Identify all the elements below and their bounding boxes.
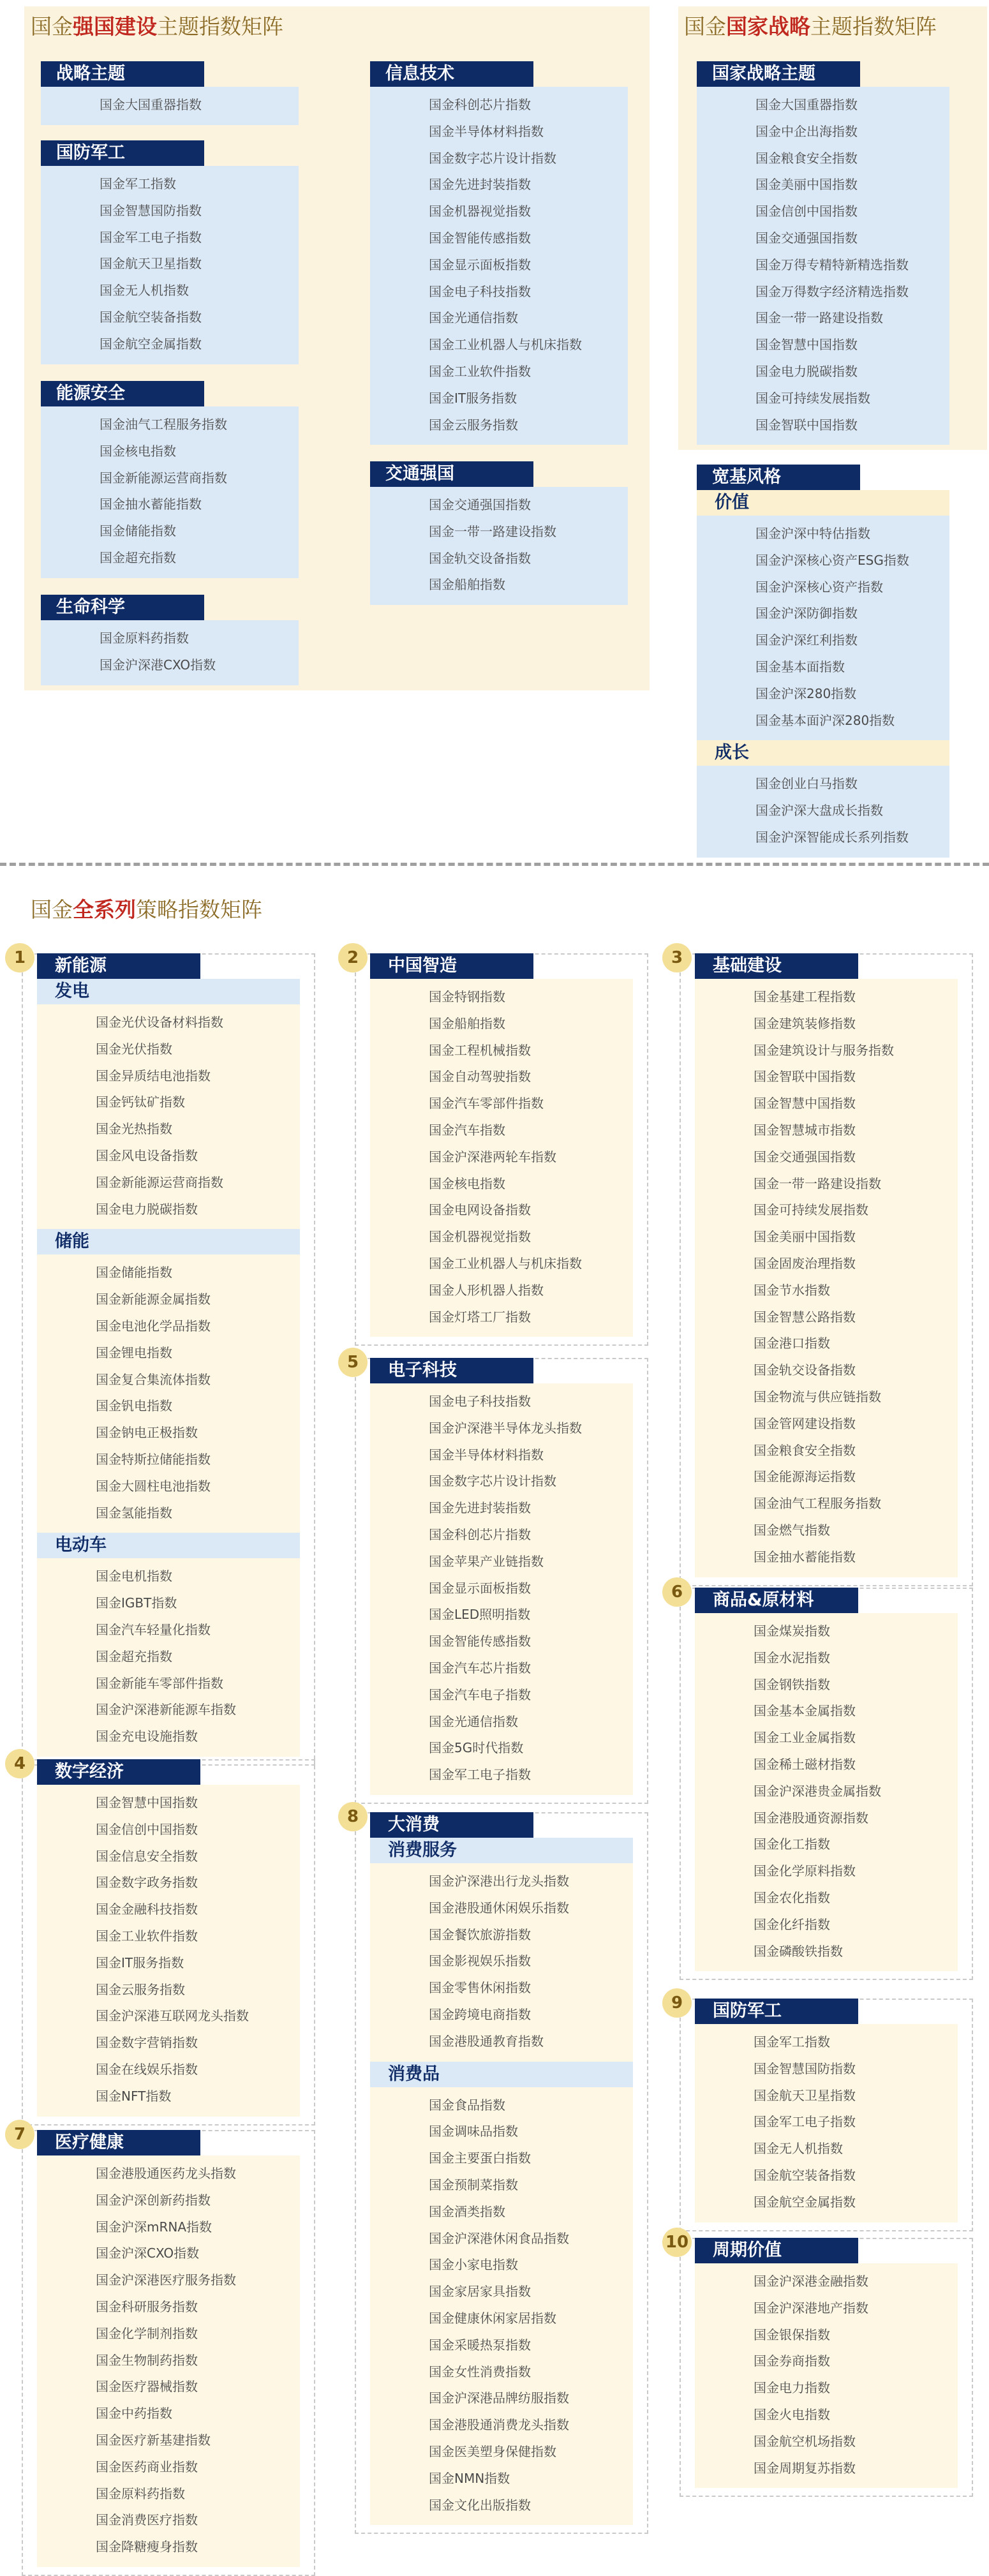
badge-4: 4 [5,1749,34,1778]
index-item: 国金沪深港医疗服务指数 [96,2272,236,2288]
index-item: 国金无人机指数 [754,2141,843,2157]
index-list [370,87,628,445]
index-item: 国金沪深CXO指数 [96,2245,200,2261]
index-item: 国金轨交设备指数 [429,550,531,566]
index-item: 国金可持续发展指数 [754,1202,868,1218]
index-item: 国金NMN指数 [429,2470,510,2486]
index-list [41,166,299,364]
badge-2: 2 [338,943,368,972]
index-item: 国金稀土磁材指数 [754,1756,856,1772]
index-item: 国金粮食安全指数 [755,150,858,166]
index-item: 国金先进封装指数 [429,177,531,193]
index-item: 国金周期复苏指数 [754,2460,856,2476]
index-item: 国金一带一路建设指数 [755,310,883,326]
index-item: 国金半导体材料指数 [429,1447,544,1463]
badge-3: 3 [662,943,692,972]
index-item: 国金大圆柱电池指数 [96,1478,211,1494]
index-item: 国金电子科技指数 [429,1394,531,1409]
index-item: 国金基本金属指数 [754,1703,856,1719]
index-list [370,979,633,1337]
index-item: 国金沪深核心资产ESG指数 [755,552,909,568]
index-item: 国金航空装备指数 [754,2167,856,2183]
index-item: 国金影视娱乐指数 [429,1953,531,1969]
index-item: 国金煤炭指数 [754,1623,830,1639]
index-item: 国金沪深港品牌纺服指数 [429,2390,569,2406]
index-item: 国金医药商业指数 [96,2459,198,2475]
index-item: 国金交通强国指数 [754,1149,856,1165]
index-list [370,1863,633,2062]
index-item: 国金智能传感指数 [429,230,531,246]
index-item: 国金电力脱碳指数 [96,1201,198,1217]
index-item: 国金建筑装修指数 [754,1015,856,1031]
index-item: 国金万得专精特新精选指数 [755,257,909,272]
index-item: 国金军工电子指数 [429,1767,531,1783]
index-list [370,1383,633,1795]
index-item: 国金中企出海指数 [755,123,858,139]
index-item: 国金工程机械指数 [429,1042,531,1058]
index-item: 国金金融科技指数 [96,1902,198,1917]
index-item: 国金智慧中国指数 [755,337,858,353]
index-item: 国金美丽中国指数 [755,177,858,193]
index-item: 国金航空金属指数 [754,2194,856,2210]
index-item: 国金大国重器指数 [755,97,858,112]
index-list [37,2155,300,2567]
subgroup-header: 储能 [37,1229,300,1254]
index-item: 国金灯塔工厂指数 [429,1309,531,1325]
index-item: 国金小家电指数 [429,2257,518,2273]
index-item: 国金工业软件指数 [429,363,531,379]
index-item: 国金调味品指数 [429,2124,518,2140]
index-item: 国金原料药指数 [96,2485,185,2501]
index-item: 国金超充指数 [96,1648,172,1664]
index-item: 国金在线娱乐指数 [96,2061,198,2077]
index-item: 国金沪深港金融指数 [754,2274,868,2289]
index-list [370,2087,633,2526]
index-item: 国金沪深港休闲食品指数 [429,2230,569,2246]
index-item: 国金科研服务指数 [96,2298,198,2314]
index-item: 国金万得数字经济精选指数 [755,283,909,299]
badge-1: 1 [5,943,34,972]
group-header: 信息技术 [370,61,533,87]
index-item: 国金工业机器人与机床指数 [429,337,582,353]
index-item: 国金可持续发展指数 [755,390,870,406]
index-item: 国金苹果产业链指数 [429,1553,544,1569]
index-item: 国金油气工程服务指数 [100,417,227,432]
index-item: 国金主要蛋白指数 [429,2150,531,2166]
index-list [37,1004,300,1229]
index-item: 国金光通信指数 [429,1713,518,1729]
index-item: 国金银保指数 [754,2327,830,2342]
index-item: 国金智慧中国指数 [96,1795,198,1810]
index-item: 国金医疗器械指数 [96,2379,198,2395]
index-item: 国金沪深红利指数 [755,632,858,648]
index-item: 国金采暖热泵指数 [429,2337,531,2353]
index-item: 国金信创中国指数 [96,1821,198,1837]
index-item: 国金沪深港两轮车指数 [429,1149,556,1165]
index-item: 国金光热指数 [96,1121,172,1137]
index-item: 国金港股通消费龙头指数 [429,2417,569,2433]
index-item: 国金零售休闲指数 [429,1980,531,1996]
index-list [41,620,299,685]
strategy-header: 基础建设 [695,953,858,979]
index-list [695,979,958,1577]
index-item: 国金沪深港互联网龙头指数 [96,2008,249,2024]
index-item: 国金券商指数 [754,2353,830,2369]
index-item: 国金固废治理指数 [754,1255,856,1271]
subgroup-header: 电动车 [37,1533,300,1558]
strategy-box-infrastructure [680,953,973,1586]
index-item: 国金女性消费指数 [429,2364,531,2379]
index-item: 国金信息安全指数 [96,1848,198,1864]
index-item: 国金沪深280指数 [755,685,857,701]
index-item: 国金无人机指数 [100,283,189,299]
index-item: 国金油气工程服务指数 [754,1496,881,1512]
index-item: 国金数字营销指数 [96,2035,198,2051]
index-item: 国金抽水蓄能指数 [100,496,202,512]
index-item: 国金自动驾驶指数 [429,1069,531,1085]
index-item: 国金5G时代指数 [429,1740,524,1756]
group-broad-style [697,465,949,858]
index-item: 国金农化指数 [754,1889,830,1905]
strategy-header: 商品&原材料 [695,1588,858,1613]
strategy-box-cycle-value [680,2238,973,2497]
index-item: 国金钙钛矿指数 [96,1094,185,1110]
index-item: 国金沪深港地产指数 [754,2300,868,2316]
index-list [697,766,949,857]
index-item: 国金异质结电池指数 [96,1068,211,1083]
index-item: 国金中药指数 [96,2406,172,2422]
index-list [695,1613,958,1971]
index-item: 国金IGBT指数 [96,1595,177,1611]
index-item: 国金智慧中国指数 [754,1096,856,1112]
index-item: 国金港股通医药龙头指数 [96,2166,236,2181]
strategy-box-defense [680,1999,973,2231]
subgroup-header: 成长 [697,740,949,766]
index-list [37,1254,300,1533]
index-item: 国金创业白马指数 [755,776,858,792]
index-item: 国金航空装备指数 [100,309,202,325]
index-item: 国金医疗新基建指数 [96,2432,211,2448]
index-item: 国金特斯拉储能指数 [96,1451,211,1467]
index-item: 国金智慧公路指数 [754,1309,856,1325]
index-item: 国金显示面板指数 [429,1580,531,1596]
index-item: 国金智慧城市指数 [754,1122,856,1138]
index-item: 国金燃气指数 [754,1522,830,1538]
index-item: 国金电力指数 [754,2380,830,2396]
index-item: 国金化学原料指数 [754,1863,856,1879]
badge-6: 6 [662,1577,692,1607]
badge-10: 10 [662,2228,692,2257]
index-item: 国金健康休闲家居指数 [429,2310,556,2326]
index-item: 国金先进封装指数 [429,1500,531,1516]
index-item: 国金大国重器指数 [100,97,202,112]
index-item: 国金港口指数 [754,1336,830,1351]
index-item: 国金新能源运营商指数 [100,470,227,486]
group-strategic-theme [41,61,299,125]
index-item: 国金IT服务指数 [96,1954,184,1970]
index-item: 国金原料药指数 [100,630,189,646]
index-item: 国金光伏设备材料指数 [96,1015,223,1030]
group-transport-power [370,461,628,605]
index-item: 国金船舶指数 [429,577,505,593]
index-item: 国金核电指数 [429,1175,505,1191]
index-item: 国金钠电正极指数 [96,1425,198,1441]
subgroup-header: 消费服务 [370,1838,633,1863]
index-item: 国金沪深港CXO指数 [100,657,216,673]
index-item: 国金基本面沪深280指数 [755,712,895,728]
strategy-header: 医疗健康 [37,2130,200,2155]
index-item: 国金人形机器人指数 [429,1282,544,1298]
index-item: 国金储能指数 [96,1265,172,1281]
index-item: 国金云服务指数 [96,1981,185,1997]
index-item: 国金火电指数 [754,2406,830,2422]
index-item: 国金预制菜指数 [429,2177,518,2193]
index-item: 国金航天卫星指数 [754,2087,856,2103]
strategy-box-digital-economy [22,1759,315,2126]
badge-5: 5 [338,1348,368,1377]
index-list [41,406,299,578]
strategy-box-new-energy [22,953,315,1766]
section-divider [0,863,989,866]
index-item: 国金消费医疗指数 [96,2512,198,2528]
index-item: 国金电子科技指数 [429,283,531,299]
index-item: 国金家居家具指数 [429,2284,531,2300]
index-item: 国金光伏指数 [96,1041,172,1057]
index-item: 国金沪深创新药指数 [96,2192,211,2208]
index-item: 国金工业金属指数 [754,1730,856,1746]
index-item: 国金节水指数 [754,1282,830,1298]
index-item: 国金智联中国指数 [755,417,858,433]
index-item: 国金港股通资源指数 [754,1810,868,1826]
index-list [37,1558,300,1757]
index-item: 国金基建工程指数 [754,989,856,1004]
index-item: 国金智联中国指数 [754,1069,856,1085]
index-item: 国金交通强国指数 [429,497,531,512]
strategy-header: 电子科技 [370,1358,533,1383]
index-list [697,87,949,445]
index-item: 国金锂电指数 [96,1344,172,1360]
index-item: 国金钢铁指数 [754,1676,830,1692]
index-item: 国金沪深大盘成长指数 [755,803,883,819]
index-item: 国金机器视觉指数 [429,204,531,220]
index-item: 国金IT服务指数 [429,390,517,406]
index-item: 国金沪深港贵金属指数 [754,1783,881,1799]
index-item: 国金LED照明指数 [429,1607,531,1623]
strategy-box-healthcare [22,2130,315,2576]
index-item: 国金云服务指数 [429,417,518,433]
index-item: 国金沪深防御指数 [755,606,858,622]
index-item: 国金电网设备指数 [429,1202,531,1218]
index-item: 国金军工电子指数 [100,229,202,245]
index-item: 国金军工指数 [754,2034,830,2050]
index-item: 国金电池化学品指数 [96,1318,211,1334]
index-item: 国金一带一路建设指数 [754,1175,881,1191]
index-item: 国金酒类指数 [429,2203,505,2219]
index-item: 国金跨境电商指数 [429,2006,531,2022]
index-item: 国金轨交设备指数 [754,1362,856,1378]
index-item: 国金化纤指数 [754,1916,830,1932]
strategy-header: 中国智造 [370,953,533,979]
strategy-header: 新能源 [37,953,200,979]
index-item: 国金磷酸铁指数 [754,1943,843,1959]
index-item: 国金航空金属指数 [100,336,202,352]
index-item: 国金汽车电子指数 [429,1686,531,1702]
index-item: 国金抽水蓄能指数 [754,1549,856,1565]
index-item: 国金超充指数 [100,549,176,565]
index-list [695,2263,958,2488]
index-item: 国金物流与供应链指数 [754,1389,881,1404]
strategy-box-consumption [355,1812,648,2534]
index-item: 国金建筑设计与服务指数 [754,1042,894,1058]
index-item: 国金港股通休闲娱乐指数 [429,1900,569,1916]
index-item: 国金交通强国指数 [755,230,858,246]
index-item: 国金生物制药指数 [96,2352,198,2368]
group-header: 宽基风格 [697,465,860,490]
group-life-science [41,595,299,685]
index-list [37,1785,300,2117]
subgroup-header: 价值 [697,490,949,516]
group-header: 国防军工 [41,140,204,166]
index-item: 国金沪深mRNA指数 [96,2219,212,2235]
index-item: 国金半导体材料指数 [429,123,544,139]
index-item: 国金氢能指数 [96,1505,172,1521]
index-item: 国金航天卫星指数 [100,256,202,272]
group-info-tech [370,61,628,445]
national-strategy-title: 国金国家战略主题指数矩阵 [684,14,937,39]
group-header: 交通强国 [370,461,533,487]
index-item: 国金化学制剂指数 [96,2325,198,2341]
index-item: 国金复合集流体指数 [96,1371,211,1387]
index-item: 国金核电指数 [100,443,176,459]
index-item: 国金汽车指数 [429,1122,505,1138]
index-item: 国金军工指数 [100,176,176,191]
index-item: 国金NFT指数 [96,2088,172,2104]
group-header: 国家战略主题 [697,61,860,87]
index-item: 国金数字芯片设计指数 [429,150,556,166]
index-item: 国金新能源运营商指数 [96,1174,223,1190]
index-item: 国金光通信指数 [429,310,518,326]
index-item: 国金数字芯片设计指数 [429,1473,556,1489]
subgroup-header: 发电 [37,979,300,1004]
index-item: 国金汽车芯片指数 [429,1660,531,1676]
index-item: 国金船舶指数 [429,1015,505,1031]
group-header: 战略主题 [41,61,204,87]
index-item: 国金一带一路建设指数 [429,523,556,539]
group-defense [41,140,299,364]
index-item: 国金新能源金属指数 [96,1292,211,1307]
index-item: 国金沪深港半导体龙头指数 [429,1420,582,1436]
index-item: 国金汽车零部件指数 [429,1096,544,1112]
index-list [370,487,628,605]
index-item: 国金沪深港出行龙头指数 [429,1873,569,1889]
badge-9: 9 [662,1988,692,2018]
index-item: 国金电机指数 [96,1568,172,1584]
group-header: 生命科学 [41,595,204,620]
index-item: 国金沪深港新能源车指数 [96,1702,236,1718]
group-energy-security [41,381,299,578]
strategy-header: 数字经济 [37,1759,200,1785]
full-series-title: 国金全系列策略指数矩阵 [31,897,262,922]
index-list [695,2024,958,2222]
index-item: 国金军工电子指数 [754,2114,856,2130]
badge-7: 7 [5,2120,34,2149]
index-item: 国金美丽中国指数 [754,1229,856,1245]
index-list [41,87,299,125]
index-item: 国金化工指数 [754,1836,830,1852]
index-item: 国金信创中国指数 [755,204,858,220]
index-item: 国金管网建设指数 [754,1415,856,1431]
subgroup-header: 消费品 [370,2062,633,2087]
index-item: 国金电力脱碳指数 [755,363,858,379]
index-item: 国金工业机器人与机床指数 [429,1255,582,1271]
strategy-box-commodities [680,1588,973,1980]
index-item: 国金新能车零部件指数 [96,1675,223,1691]
index-item: 国金文化出版指数 [429,2497,531,2513]
index-item: 国金风电设备指数 [96,1147,198,1163]
index-item: 国金智慧国防指数 [754,2060,856,2076]
index-item: 国金智慧国防指数 [100,202,202,218]
index-item: 国金科创芯片指数 [429,97,531,112]
index-list [697,516,949,740]
index-item: 国金数字政务指数 [96,1875,198,1891]
strategy-header: 国防军工 [695,1999,858,2024]
index-item: 国金机器视觉指数 [429,1229,531,1245]
index-item: 国金航空机场指数 [754,2433,856,2449]
index-item: 国金沪深智能成长系列指数 [755,829,909,845]
index-item: 国金粮食安全指数 [754,1442,856,1458]
index-item: 国金汽车轻量化指数 [96,1621,211,1637]
index-item: 国金能源海运指数 [754,1469,856,1485]
index-item: 国金科创芯片指数 [429,1526,531,1542]
strategy-box-china-smart-manufacturing [355,953,648,1346]
index-item: 国金餐饮旅游指数 [429,1926,531,1942]
index-item: 国金食品指数 [429,2097,505,2113]
group-national-strategy [697,61,949,445]
index-item: 国金智能传感指数 [429,1634,531,1649]
badge-8: 8 [338,1802,368,1831]
index-item: 国金钒电指数 [96,1398,172,1414]
index-item: 国金充电设施指数 [96,1729,198,1745]
index-item: 国金储能指数 [100,523,176,539]
index-item: 国金沪深中特估指数 [755,526,870,541]
group-header: 能源安全 [41,381,204,406]
index-item: 国金降糖瘦身指数 [96,2539,198,2555]
strong-nation-title: 国金强国建设主题指数矩阵 [31,14,283,39]
index-item: 国金特钢指数 [429,989,505,1004]
index-item: 国金基本面指数 [755,659,845,674]
strategy-header: 大消费 [370,1812,533,1838]
index-item: 国金显示面板指数 [429,257,531,272]
index-item: 国金沪深核心资产指数 [755,579,883,595]
index-item: 国金港股通教育指数 [429,2033,544,2049]
strategy-box-electronic-tech [355,1358,648,1804]
index-item: 国金医美塑身保健指数 [429,2443,556,2459]
strategy-header: 周期价值 [695,2238,858,2263]
index-item: 国金水泥指数 [754,1649,830,1665]
index-item: 国金工业软件指数 [96,1928,198,1944]
